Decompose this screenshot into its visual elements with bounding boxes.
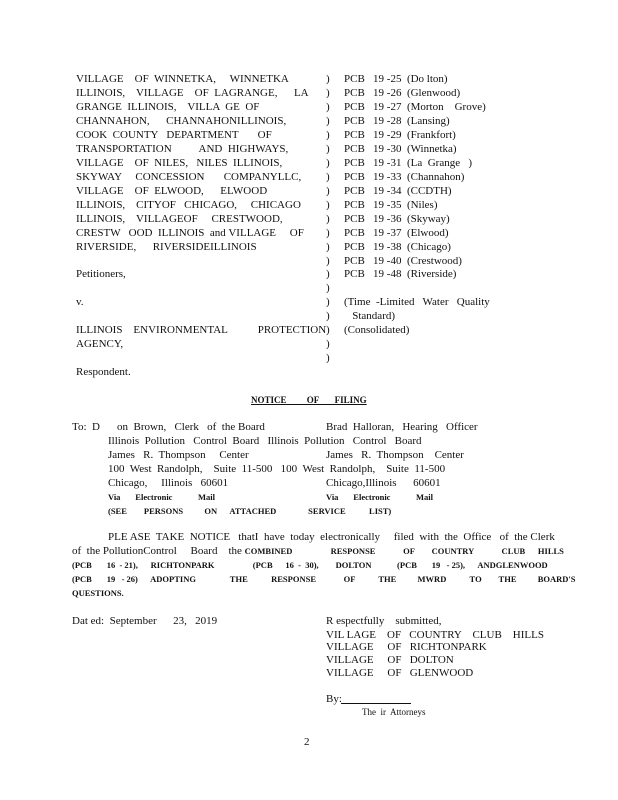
body-line: (PCB 16 - 21), RICHTONPARK (PCB 16 - 30), DOLTON (PCB 19 - 25), ANDGLENWOOD	[72, 560, 548, 570]
paren: )	[326, 129, 330, 141]
petitioner-line: ILLINOIS, VILLAGEOF CRESTWOOD,	[76, 213, 283, 225]
body-line-text: of the PollutionControl Board the	[72, 545, 245, 557]
paren: )	[326, 143, 330, 155]
case-number: PCB 19 -29 (Frankfort)	[344, 129, 456, 141]
notice-heading: NOTICE OF FILING	[251, 395, 367, 405]
case-number: PCB 19 -25 (Do lton)	[344, 73, 448, 85]
paren: )	[326, 157, 330, 169]
via-email-left: Via Electronic Mail	[108, 492, 215, 502]
case-number: PCB 19 -33 (Channahon)	[344, 171, 465, 183]
addressee-right-center: James R. Thompson Center	[326, 449, 464, 461]
body-line: QUESTIONS.	[72, 588, 124, 598]
standard-line: Standard)	[344, 310, 396, 322]
case-number: PCB 19 -34 (CCDTH)	[344, 185, 452, 197]
petitioners-label: Petitioners,	[76, 268, 126, 280]
paren: )	[326, 227, 330, 239]
addressee-left-city: Chicago, Illinois 60601	[108, 477, 229, 489]
village-name: VILLAGE OF GLENWOOD	[326, 667, 474, 679]
paren: )	[326, 324, 330, 336]
standard-line: (Consolidated)	[344, 324, 410, 336]
via-email-right: Via Electronic Mail	[326, 492, 433, 502]
paren: )	[326, 185, 330, 197]
petitioner-line: CRESTW OOD ILLINOIS and VILLAGE OF	[76, 227, 304, 239]
body-line: PLE ASE TAKE NOTICE thatI have today electronically filed with the Office of the Clerk	[108, 531, 555, 543]
paren: )	[326, 255, 330, 267]
paren: )	[326, 268, 330, 280]
petitioner-line: VILLAGE OF ELWOOD, ELWOOD	[76, 185, 268, 197]
paren: )	[326, 101, 330, 113]
case-number: PCB 19 -30 (Winnetka)	[344, 143, 457, 155]
respondent-line: ILLINOIS ENVIRONMENTAL PROTECTION	[76, 324, 327, 336]
case-number: PCB 19 -36 (Skyway)	[344, 213, 450, 225]
paren: )	[326, 338, 330, 350]
petitioner-line: ILLINOIS, VILLAGE OF LAGRANGE, LA	[76, 87, 309, 99]
paren: )	[326, 241, 330, 253]
body-line-bold: COMBINED RESPONSE OF COUNTRY CLUB HILLS	[244, 546, 564, 556]
attorneys-label: The ir Attorneys	[362, 707, 426, 717]
by-label: By:	[326, 693, 342, 705]
respondent-label: Respondent.	[76, 366, 131, 378]
date-line: Dat ed: September 23, 2019	[72, 615, 218, 627]
paren: )	[326, 199, 330, 211]
versus-label: v.	[76, 296, 84, 308]
case-number: PCB 19 -37 (Elwood)	[344, 227, 449, 239]
page-number: 2	[304, 736, 310, 748]
addressee-right-city: Chicago,Illinois 60601	[326, 477, 441, 489]
respectfully-submitted: R espectfully submitted,	[326, 615, 442, 627]
village-name: VILLAGE OF DOLTON	[326, 654, 454, 666]
case-number: PCB 19 -38 (Chicago)	[344, 241, 451, 253]
petitioner-line: GRANGE ILLINOIS, VILLA GE OF	[76, 101, 260, 113]
paren: )	[326, 73, 330, 85]
addressee-board: Illinois Pollution Control Board Illinois Pollution Control Board	[108, 435, 422, 447]
case-number: PCB 19 -48 (Riverside)	[344, 268, 457, 280]
village-name: VIL LAGE OF COUNTRY CLUB HILLS	[326, 629, 544, 641]
paren: )	[326, 282, 330, 294]
case-number: PCB 19 -31 (La Grange )	[344, 157, 473, 169]
paren: )	[326, 296, 330, 308]
case-number: PCB 19 -35 (Niles)	[344, 199, 438, 211]
addressee-left-name: on Brown, Clerk of the Board	[117, 421, 265, 433]
petitioner-line: ILLINOIS, CITYOF CHICAGO, CHICAGO	[76, 199, 301, 211]
addressee-street: 100 West Randolph, Suite 11-500 100 West Randolph, Suite 11-500	[108, 463, 446, 475]
body-line	[72, 545, 564, 558]
respondent-line: AGENCY,	[76, 338, 124, 350]
petitioner-line: VILLAGE OF WINNETKA, WINNETKA	[76, 73, 289, 85]
body-line: (PCB 19 - 26) ADOPTING THE RESPONSE OF THE MWRD TO THE BOARD'S	[72, 574, 576, 584]
see-service-list: (SEE PERSONS ON ATTACHED SERVICE LIST)	[108, 506, 392, 516]
standard-line: (Time -Limited Water Quality	[344, 296, 490, 308]
case-number: PCB 19 -26 (Glenwood)	[344, 87, 461, 99]
paren: )	[326, 115, 330, 127]
case-number: PCB 19 -40 (Crestwood)	[344, 255, 462, 267]
addressee-right-name: Brad Halloran, Hearing Officer	[326, 421, 478, 433]
to-label: To: D	[72, 421, 100, 433]
case-number: PCB 19 -27 (Morton Grove)	[344, 101, 486, 113]
village-name: VILLAGE OF RICHTONPARK	[326, 641, 487, 653]
petitioner-line: COOK COUNTY DEPARTMENT OF	[76, 129, 272, 141]
petitioner-line: TRANSPORTATION AND HIGHWAYS,	[76, 143, 289, 155]
petitioner-line: SKYWAY CONCESSION COMPANYLLC,	[76, 171, 302, 183]
petitioner-line: RIVERSIDE, RIVERSIDEILLINOIS	[76, 241, 257, 253]
paren: )	[326, 310, 330, 322]
signature-line	[341, 703, 411, 704]
paren: )	[326, 171, 330, 183]
paren: )	[326, 352, 330, 364]
addressee-left-center: James R. Thompson Center	[108, 449, 249, 461]
case-number: PCB 19 -28 (Lansing)	[344, 115, 450, 127]
petitioner-line: VILLAGE OF NILES, NILES ILLINOIS,	[76, 157, 283, 169]
petitioner-line: CHANNAHON, CHANNAHONILLINOIS,	[76, 115, 287, 127]
paren: )	[326, 87, 330, 99]
paren: )	[326, 213, 330, 225]
